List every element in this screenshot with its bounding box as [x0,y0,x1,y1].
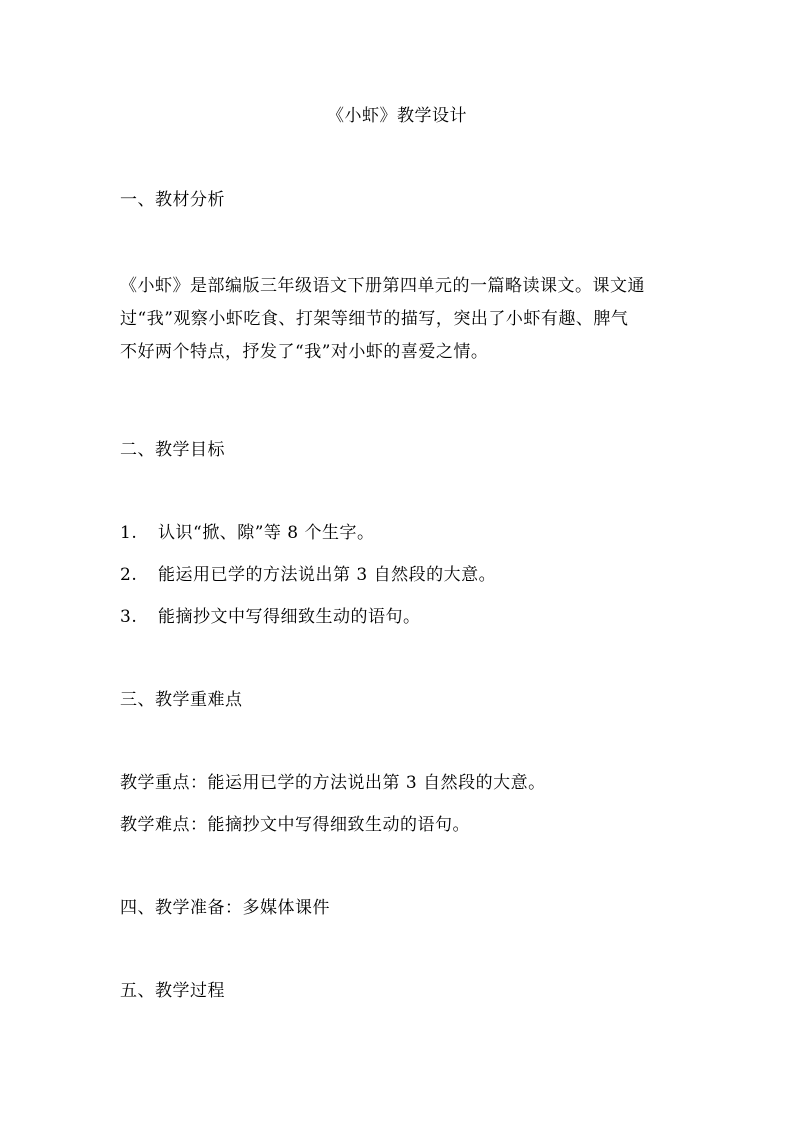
goal-item [120,607,421,627]
goal-item [120,523,375,543]
section-heading-process: 五、教学过程 [120,981,225,1001]
difficult-point-text: 教学难点：能摘抄文中写得细致生动的语句。 [120,815,470,835]
page-title: 《小虾》教学设计 [327,106,467,126]
section-heading-goals: 二、教学目标 [120,440,225,460]
key-point-text: 教学重点：能运用已学的方法说出第 3 自然段的大意。 [120,773,546,793]
section-heading-preparation: 四、教学准备：多媒体课件 [120,898,330,918]
goal-text: 认识“掀、隙”等 8 个生字。 [158,523,375,543]
paragraph-line: 《小虾》是部编版三年级语文下册第四单元的一篇略读课文。课文通 [120,276,645,296]
goal-number: 3. [120,607,138,627]
section-heading-analysis: 一、教材分析 [120,190,225,210]
paragraph-line: 不好两个特点，抒发了“我”对小虾的喜爱之情。 [120,342,489,362]
paragraph-line: 过“我”观察小虾吃食、打架等细节的描写，突出了小虾有趣、脾气 [120,309,629,329]
goal-text: 能运用已学的方法说出第 3 自然段的大意。 [158,565,497,585]
goal-number: 2. [120,565,138,585]
analysis-paragraph [120,270,680,369]
goal-number: 1. [120,523,138,543]
goal-text: 能摘抄文中写得细致生动的语句。 [158,607,421,627]
goal-item [120,565,496,585]
section-heading-key-points: 三、教学重难点 [120,690,243,710]
